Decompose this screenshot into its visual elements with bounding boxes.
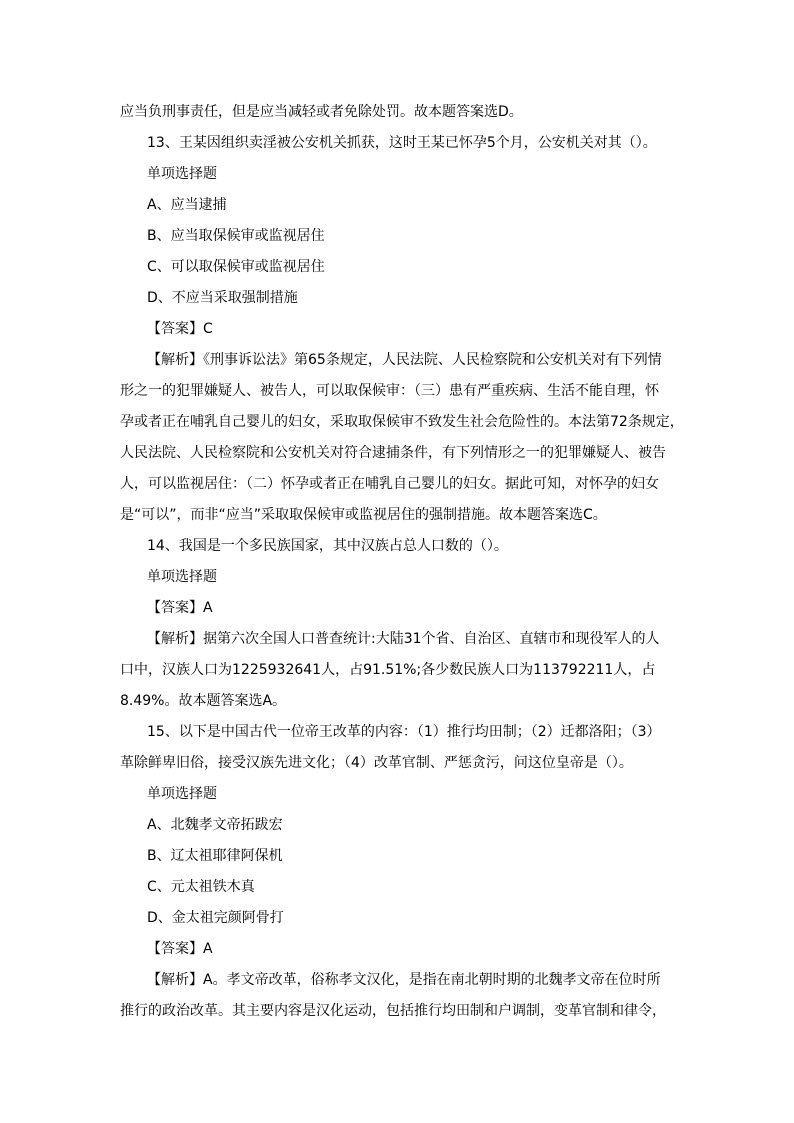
analysis-text: 口中，汉族人口为1225932641人，占91.51%;各少数民族人口为113792211人，占	[120, 662, 656, 678]
answer-label: 【答案】A	[147, 600, 213, 616]
option-a: A、北魏孝文帝拓跋宏	[147, 817, 283, 833]
option-d: D、金太祖完颜阿骨打	[147, 910, 284, 926]
analysis-text: 是“可以”，而非“应当”采取取保候审或监视居住的强制措施。故本题答案选C。	[120, 507, 607, 523]
analysis-text: 【解析】A。孝文帝改革，俗称孝文汉化，是指在南北朝时期的北魏孝文帝在位时所	[147, 972, 661, 988]
option-c: C、元太祖铁木真	[147, 879, 255, 895]
analysis-text: 8.49%。故本题答案选A。	[120, 693, 287, 709]
question-type-label: 单项选择题	[147, 166, 217, 182]
analysis-text: 【解析】《刑事诉讼法》第65条规定，人民法院、人民检察院和公安机关对有下列情	[147, 352, 662, 368]
text-line: 应当负刑事责任，但是应当减轻或者免除处罚。故本题答案选D。	[120, 104, 523, 120]
analysis-text: 形之一的犯罪嫌疑人、被告人，可以取保候审：（三）患有严重疾病、生活不能自理，怀	[120, 383, 659, 399]
question-14-stem: 14、我国是一个多民族国家，其中汉族占总人口数的（）。	[147, 538, 508, 554]
answer-label: 【答案】C	[147, 321, 213, 337]
option-c: C、可以取保候审或监视居住	[147, 259, 325, 275]
answer-label: 【答案】A	[147, 941, 213, 957]
analysis-text: 推行的政治改革。其主要内容是汉化运动，包括推行均田制和户调制，变革官制和律令，	[120, 1003, 666, 1019]
question-13-stem: 13、王某因组织卖淫被公安机关抓获，这时王某已怀孕5个月，公安机关对其（）。	[147, 135, 657, 151]
analysis-text: 孕或者正在哺乳自己婴儿的妇女，采取取保候审不致发生社会危险性的。本法第72条规定，	[120, 414, 684, 430]
question-type-label: 单项选择题	[147, 786, 217, 802]
question-type-label: 单项选择题	[147, 569, 217, 585]
analysis-text: 【解析】据第六次全国人口普查统计:大陆31个省、自治区、直辖市和现役军人的人	[147, 631, 660, 647]
option-a: A、应当逮捕	[147, 197, 227, 213]
option-b: B、应当取保候审或监视居住	[147, 228, 325, 244]
option-b: B、辽太祖耶律阿保机	[147, 848, 283, 864]
analysis-text: 人民法院、人民检察院和公安机关对符合逮捕条件，有下列情形之一的犯罪嫌疑人、被告	[120, 445, 666, 461]
question-15-stem: 革除鲜卑旧俗，接受汉族先进文化；（4）改革官制、严惩贪污，问这位皇帝是（）。	[120, 755, 633, 771]
option-d: D、不应当采取强制措施	[147, 290, 298, 306]
question-15-stem: 15、以下是中国古代一位帝王改革的内容：（1）推行均田制；（2）迁都洛阳；（3）	[147, 724, 661, 740]
analysis-text: 人，可以监视居住：（二）怀孕或者正在哺乳自己婴儿的妇女。据此可知，对怀孕的妇女	[120, 476, 659, 492]
